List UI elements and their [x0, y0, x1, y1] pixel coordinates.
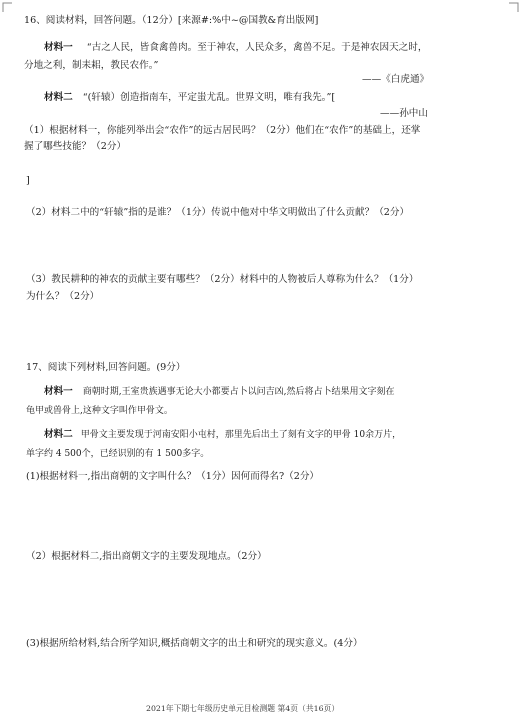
page-footer: 2021年下期七年级历史单元目检测题 第4页（共16页）	[146, 704, 340, 713]
corner-mark-top-right	[509, 2, 519, 12]
corner-mark-top-left	[2, 2, 12, 12]
q16-title: 16、阅读材料，回答问题。（12分）[来源#:%中~@国教&育出版网]	[24, 15, 319, 26]
q16-stray-bracket: ]	[26, 175, 30, 186]
q16-subquestion-3-line-1: （3）教民耕种的神农的贡献主要有哪些？（2分）材料中的人物被后人尊称为什么？（1分）	[26, 274, 419, 285]
q17-subquestion-1: (1)根据材料一,指出商朝的文字叫什么？（1分）因何而得名?（2分）	[26, 471, 320, 482]
q17-material2-text-2: 单字约 4 500个，已经识别的有 1 500多字。	[26, 449, 210, 459]
q17-title: 17、阅读下列材料,回答问题。(9分）	[26, 362, 186, 373]
q16-material1-text-2: 分地之利，制耒耜，教民农作。”	[24, 60, 159, 71]
q17-subquestion-3: (3)根据所给材料,结合所学知识,概括商朝文字的出土和研究的现实意义。(4分）	[26, 638, 363, 649]
q16-material2-label: 材料二	[44, 92, 73, 103]
q16-material2-text: “(轩辕）创造指南车，平定蚩尤乱。世界文明，唯有我先。”[	[82, 92, 336, 103]
q16-material1-label: 材料一	[44, 42, 73, 53]
q17-material1-text-1: 商朝时期,王室贵族遇事无论大小都要占卜以问吉凶,然后将占卜结果用文字刻在	[82, 387, 395, 397]
q16-material1-source: ——《白虎通》	[362, 74, 430, 85]
q16-material1-text-1: “古之人民，皆食禽兽肉。至于神农，人民众多，禽兽不足。于是神农因天之时，	[86, 42, 428, 53]
q16-subquestion-2: （2）材料二中的“轩辕”指的是谁？（1分）传说中他对中华文明做出了什么贡献？（2分）	[26, 207, 410, 218]
q17-material2-label: 材料二	[44, 429, 73, 440]
q17-material1-text-2: 龟甲或兽骨上,这种文字叫作甲骨文。	[26, 406, 173, 416]
q16-subquestion-3-line-2: 为什么？（2分）	[26, 291, 100, 302]
q17-subquestion-2: （2）根据材料二,指出商朝文字的主要发现地点。（2分）	[26, 551, 267, 562]
q17-material1-label: 材料一	[44, 386, 73, 397]
q17-material2-text-1: 甲骨文主要发现于河南安阳小屯村，那里先后出土了刻有文字的甲骨 10余万片，	[80, 430, 402, 440]
q16-subquestion-1-line-1: （1）根据材料一，你能列举出会“农作”的远古居民吗？（2分）他们在“农作”的基础上，还掌	[24, 125, 421, 136]
q16-material2-source: ——孙中山	[380, 108, 428, 119]
q16-subquestion-1-line-2: 握了哪些技能？（2分）	[24, 141, 127, 152]
